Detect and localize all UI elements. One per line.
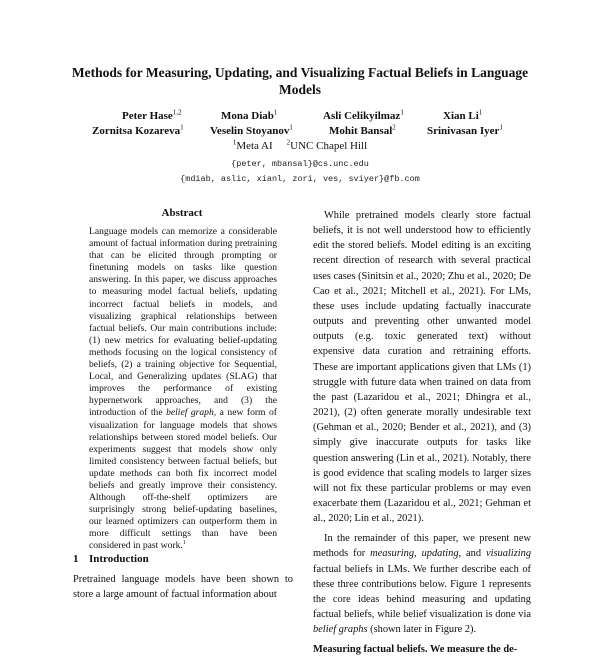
paragraph: In the remainder of this paper, we present new methods for measuring, updating, and visualizing factual beliefs in LMs. We further describe each of these three contributions below. Figure 1 represents the core ideas behind measuring and updating factual beliefs, while belief visualization is done via belief graphs (shown later in Figure 2). bbox=[313, 533, 532, 636]
author: Asli Celikyilmaz$^1$ bbox=[323, 108, 404, 122]
author: Xian Li$^1$ bbox=[443, 108, 483, 122]
intro-text: Pretrained language models have been shown to store a large amount of factual information about bbox=[73, 574, 293, 601]
author: Mohit Bansal$^2$ bbox=[329, 123, 396, 137]
paragraph: While pretrained models clearly store factual beliefs, it is not well understood how to efficiently edit the stored beliefs. Model editing is an exciting recent direction of research with several practical uses cases (Sinitsin et al., 2020; Zhu et al., 2020; De Cao et al., 2021; Mitchell et al., 2021). For LMs, these uses include updating factually inaccurate outputs and preventing other unwanted model outputs (e.g. toxic generated text) without expensive data curation and retraining efforts. These are important applications given that LMs (1) struggle with future data when trained on data from the past (Lazaridou et al., 2021; Dhingra et al., 2021), (2) often generate morally undesirable text (Gehman et al., 2020; Bender et al., 2021), and (3) simply give inaccurate outputs for tasks like question answering (Lin et al., 2021). Notably, there is good evidence that scaling models to larger sizes will not fix these particular problems or may even exacerbate them (Lazaridou et al., 2021; Gehman et al., 2020; Lin et al., 2021). bbox=[313, 210, 531, 525]
affiliations: $^1$Meta AI $^2$UNC Chapel Hill bbox=[232, 138, 368, 152]
author: Zornitsa Kozareva$^1$ bbox=[92, 123, 184, 137]
paragraph: Measuring factual beliefs. We measure the de- bbox=[313, 644, 518, 656]
right-column bbox=[313, 208, 531, 658]
abstract-text: Language models can memorize a considerable amount of factual information during pretraining that can be elicited through prompting or finetuning models on tasks like question answering. In this paper, we discuss approaches to measuring model factual beliefs, updating incorrect factual beliefs in models, and visualizing graphical relationships between factual beliefs. Our main contributions include: (1) new metrics for evaluating belief-updating methods focusing on the logical consistency of beliefs, (2) a training objective for Sequential, Local, and Generalizing updates (SLAG) that improves the performance of existing hypernetwork approaches, and (3) the introduction of the belief graph, a new form of visualization for language models that shows relationships between stored model beliefs. Our experiments suggest that models show only limited consistency between factual beliefs, but update methods can both fix incorrect model beliefs and greatly improve their consistency. Although off-the-shelf optimizers are surprisingly strong belief-updating baselines, our learned optimizers can outperform them in more difficult settings than have been considered in past work.$^1$ bbox=[89, 226, 277, 552]
footnote-mark: 1 bbox=[182, 540, 186, 547]
author: Veselin Stoyanov$^1$ bbox=[210, 123, 293, 137]
abstract-heading: Abstract bbox=[161, 207, 203, 219]
email-meta: {mdiab, aslic, xianl, zori, ves, sviyer}@fb.com bbox=[180, 174, 420, 184]
author: Srinivasan Iyer$^1$ bbox=[427, 123, 503, 137]
author: Mona Diab$^1$ bbox=[221, 108, 278, 122]
author: Peter Hase$^{1,2}$ bbox=[122, 108, 182, 122]
author-row bbox=[80, 110, 520, 125]
author-row bbox=[80, 125, 520, 140]
section-heading: 1 Introduction bbox=[73, 553, 149, 565]
email-unc: {peter, mbansal}@cs.unc.edu bbox=[231, 159, 369, 169]
paper-title: Methods for Measuring, Updating, and Visualizing Factual Beliefs in Language Models bbox=[71, 65, 529, 97]
author-list bbox=[80, 110, 520, 140]
